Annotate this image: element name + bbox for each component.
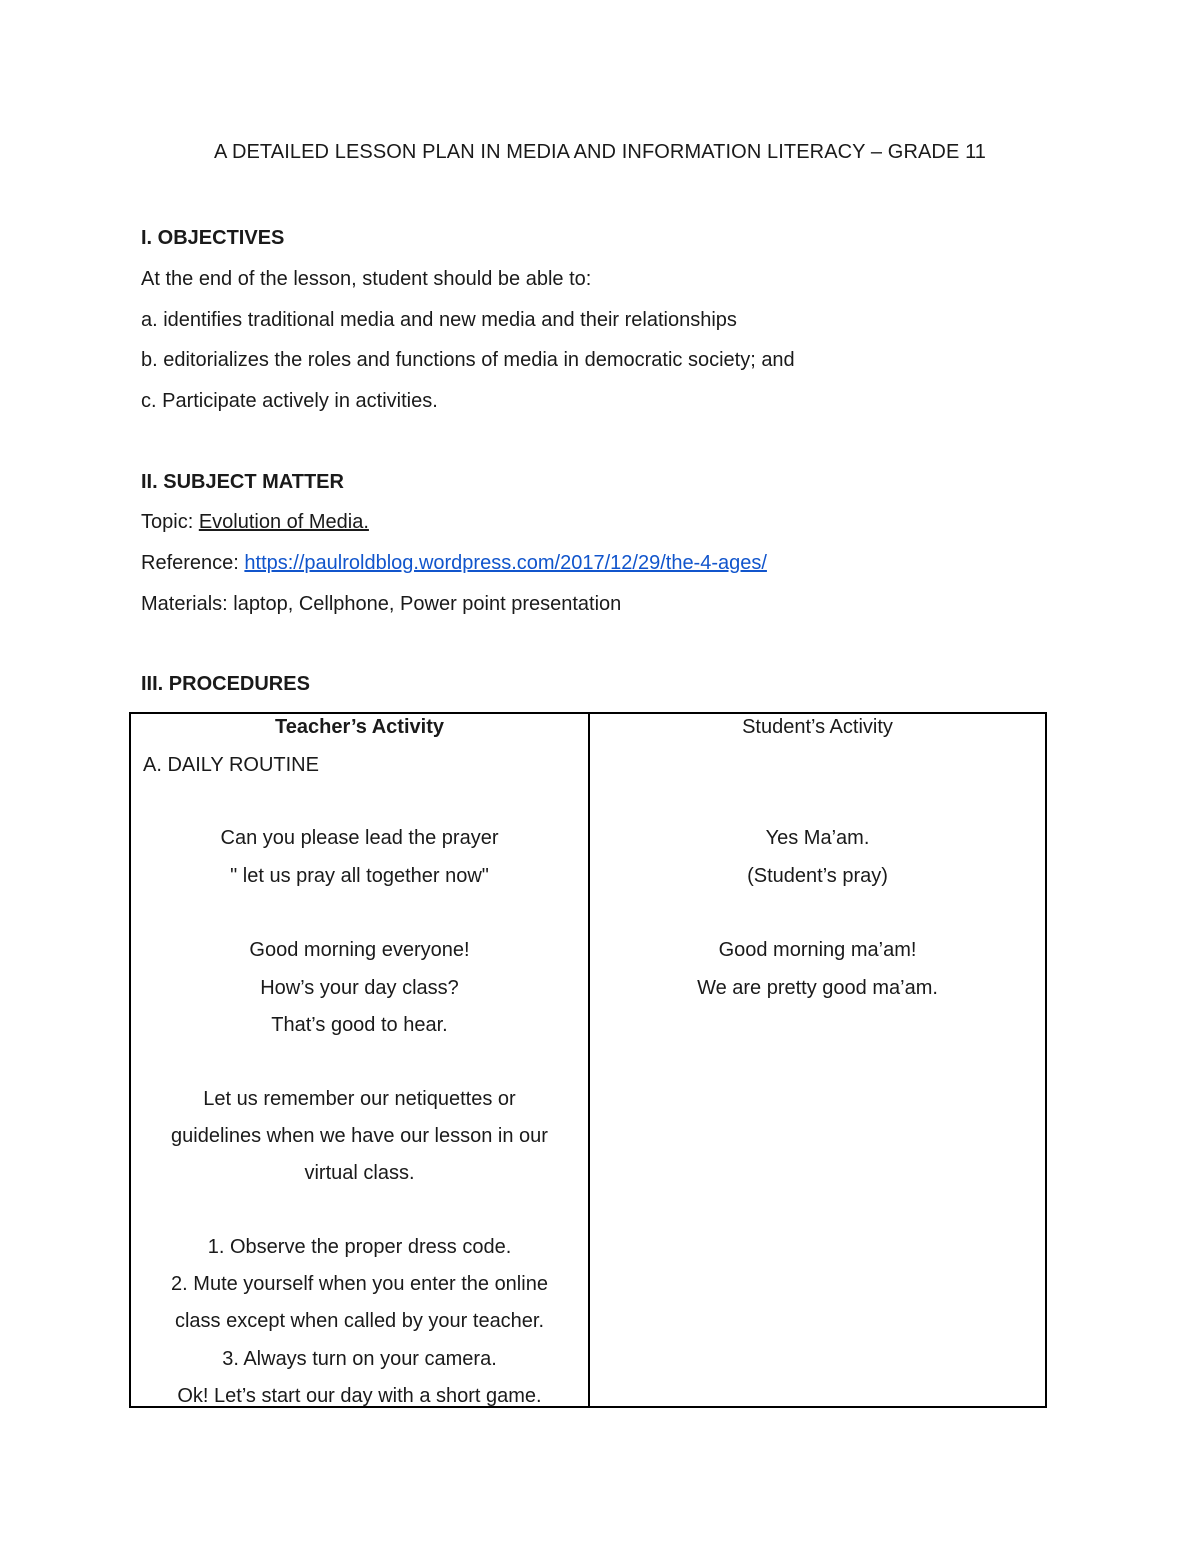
teacher-line: Good morning everyone! xyxy=(249,939,470,961)
student-activity-header: Student’s Activity xyxy=(742,716,893,738)
topic-label: Topic: xyxy=(141,511,199,533)
student-line: Good morning ma’am! xyxy=(718,939,917,961)
topic-value: Evolution of Media. xyxy=(198,511,369,533)
teacher-line: 3. Always turn on your camera. xyxy=(222,1348,497,1370)
teacher-line: 2. Mute yourself when you enter the online xyxy=(171,1273,548,1295)
teacher-line: Ok! Let’s start our day with a short game. xyxy=(177,1385,542,1407)
reference-link[interactable]: https://paulroldblog.wordpress.com/2017/12/29/the-4-ages/ xyxy=(244,552,767,574)
reference-label: Reference: xyxy=(141,552,245,574)
objectives-intro: At the end of the lesson, student should be able to: xyxy=(141,268,592,290)
teacher-line: Can you please lead the prayer xyxy=(220,827,499,849)
teacher-activity-column xyxy=(131,714,590,1406)
objective-item-c: c. Participate actively in activities. xyxy=(141,390,438,412)
teacher-line: class except when called by your teacher. xyxy=(174,1310,545,1332)
topic-line xyxy=(141,511,369,534)
teacher-line: That’s good to hear. xyxy=(271,1014,448,1036)
document-title: A DETAILED LESSON PLAN IN MEDIA AND INFORMATION LITERACY – GRADE 11 xyxy=(213,141,987,163)
teacher-line: virtual class. xyxy=(304,1162,415,1184)
teacher-line: " let us pray all together now" xyxy=(230,865,489,887)
teacher-line: guidelines when we have our lesson in our xyxy=(171,1125,548,1147)
teacher-line: 1. Observe the proper dress code. xyxy=(207,1236,512,1258)
teacher-line: Let us remember our netiquettes or xyxy=(203,1088,516,1110)
reference-line xyxy=(141,552,767,575)
student-line: We are pretty good ma’am. xyxy=(697,977,938,999)
teacher-activity-header: Teacher’s Activity xyxy=(275,716,444,738)
student-line: (Student’s pray) xyxy=(747,865,888,887)
student-line: Yes Ma’am. xyxy=(765,827,870,849)
teacher-line: How’s your day class? xyxy=(260,977,459,999)
student-activity-column xyxy=(590,714,1045,1406)
objective-item-a: a. identifies traditional media and new media and their relationships xyxy=(141,309,737,331)
objectives-heading: I. OBJECTIVES xyxy=(141,227,285,249)
subject-matter-heading: II. SUBJECT MATTER xyxy=(141,471,344,493)
procedures-table xyxy=(129,712,1047,1408)
procedures-heading: III. PROCEDURES xyxy=(141,673,310,695)
materials-line: Materials: laptop, Cellphone, Power point presentation xyxy=(141,593,622,615)
objective-item-b: b. editorializes the roles and functions of media in democratic society; and xyxy=(141,349,795,371)
daily-routine-label: A. DAILY ROUTINE xyxy=(143,754,319,776)
